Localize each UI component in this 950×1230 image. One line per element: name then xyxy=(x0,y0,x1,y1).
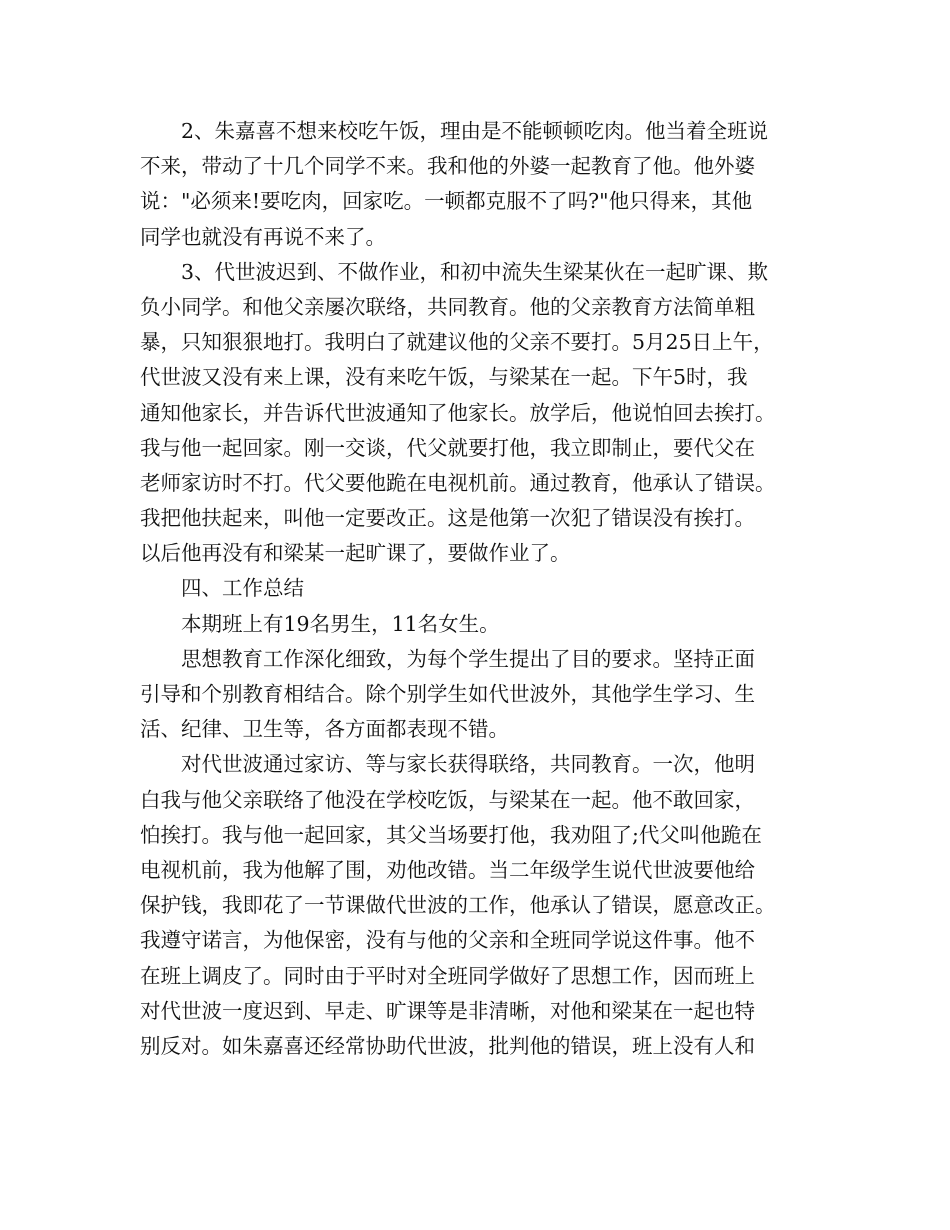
text-line: 活、纪律、卫生等，各方面都表现不错。 xyxy=(140,717,509,742)
text-line: 思想教育工作深化细致，为每个学生提出了目的要求。坚持正面 xyxy=(181,646,755,671)
text-line: 老师家访时不打。代父要他跪在电视机前。通过教育，他承认了错误。 xyxy=(140,470,776,495)
text-line: 不来，带动了十几个同学不来。我和他的外婆一起教育了他。他外婆 xyxy=(140,154,755,179)
text-line: 引导和个别教育相结合。除个别学生如代世波外，其他学生学习、生 xyxy=(140,682,755,706)
text-line: 我遵守诺言，为他保密，没有与他的父亲和全班同学说这件事。他不 xyxy=(140,928,755,953)
text-line: 3、代世波迟到、不做作业，和初中流失生梁某伙在一起旷课、欺 xyxy=(181,259,769,284)
text-line: 白我与他父亲联络了他没在学校吃饭，与梁某在一起。他不敢回家， xyxy=(140,787,755,812)
text-line: 别反对。如朱嘉喜还经常协助代世波，批判他的错误，班上没有人和 xyxy=(140,1033,755,1058)
text-line: 保护钱，我即花了一节课做代世波的工作，他承认了错误，愿意改正。 xyxy=(140,893,776,918)
text-line: 同学也就没有再说不来了。 xyxy=(140,224,386,249)
text-line: 我把他扶起来，叫他一定要改正。这是他第一次犯了错误没有挨打。 xyxy=(140,506,755,531)
text-line: 四、工作总结 xyxy=(181,576,304,601)
text-line: 对代世波一度迟到、早走、旷课等是非清晰，对他和梁某在一起也特 xyxy=(140,998,755,1023)
text-line: 对代世波通过家访、等与家长获得联络，共同教育。一次，他明 xyxy=(181,752,755,777)
text-line: 我与他一起回家。刚一交谈，代父就要打他，我立即制止，要代父在 xyxy=(140,435,755,460)
text-line: 本期班上有19名男生，11名女生。 xyxy=(181,611,500,636)
document-body xyxy=(140,114,820,1064)
text-line: 2、朱嘉喜不想来校吃午饭，理由是不能顿顿吃肉。他当着全班说 xyxy=(181,119,769,143)
text-line: 负小同学。和他父亲屡次联络，共同教育。他的父亲教育方法简单粗 xyxy=(140,294,755,319)
text-line: 电视机前，我为他解了围，劝他改错。当二年级学生说代世波要他给 xyxy=(140,857,755,882)
text-line: 在班上调皮了。同时由于平时对全班同学做好了思想工作，因而班上 xyxy=(140,963,755,988)
text-line: 暴，只知狠狠地打。我明白了就建议他的父亲不要打。5月25日上午， xyxy=(140,330,774,355)
text-line: 怕挨打。我与他一起回家，其父当场要打他，我劝阻了;代父叫他跪在 xyxy=(140,822,762,847)
text-line: 通知他家长，并告诉代世波通知了他家长。放学后，他说怕回去挨打。 xyxy=(140,400,776,425)
text-line: 以后他再没有和梁某一起旷课了，要做作业了。 xyxy=(140,541,571,566)
text-line: 代世波又没有来上课，没有来吃午饭，与梁某在一起。下午5时，我 xyxy=(140,365,748,390)
text-line: 说："必须来!要吃肉，回家吃。一顿都克服不了吗?"他只得来，其他 xyxy=(140,189,753,214)
